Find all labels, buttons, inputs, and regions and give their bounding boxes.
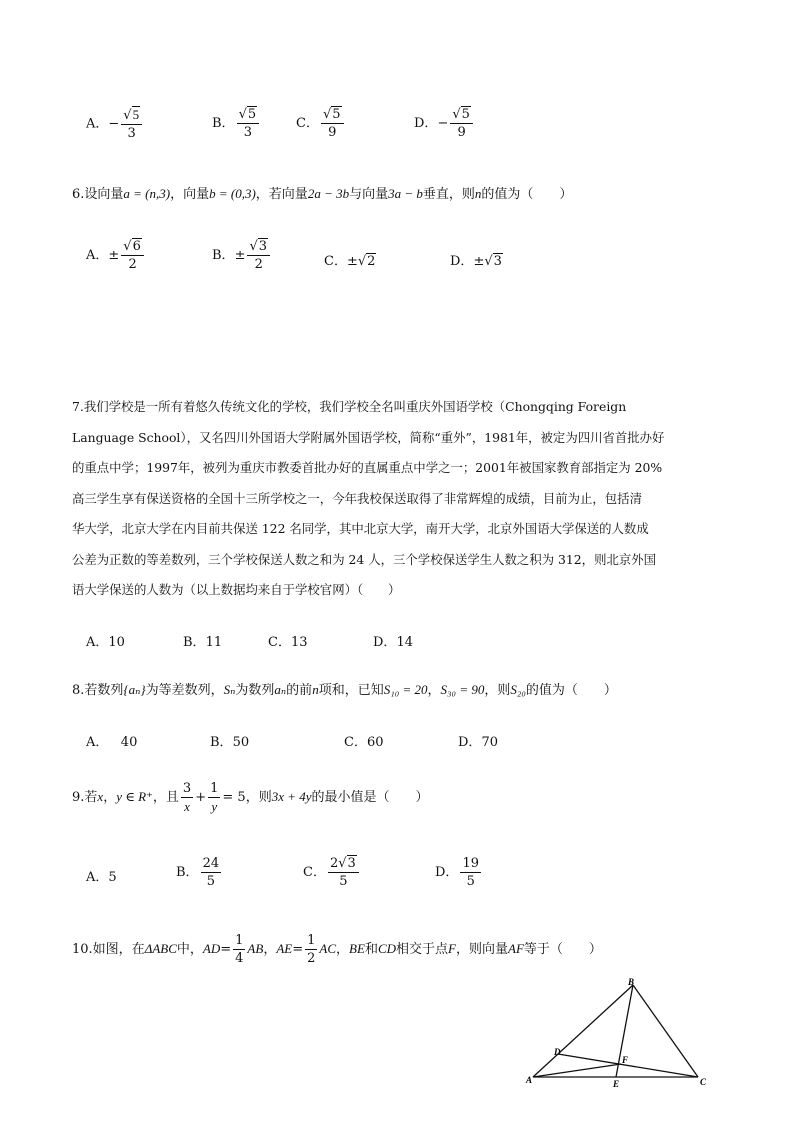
question-7 bbox=[72, 392, 732, 606]
q5-option-b: B． $\frac{√5}{3}$ bbox=[212, 106, 261, 141]
label-a: A bbox=[526, 1075, 533, 1085]
q9-option-d: D． $\frac{19}{5}$ bbox=[435, 856, 479, 889]
q8-option-d: D．70 bbox=[458, 735, 498, 750]
q5-option-c: C． $\frac{√5}{9}$ bbox=[296, 106, 346, 141]
q7-line: 公差为正数的等差数列，三个学校保送人数之和为 24 人，三个学校保送学生人数之积为 312，则北京外国 bbox=[72, 551, 657, 567]
q7-option-a: A．10 bbox=[86, 635, 125, 650]
label-f: F bbox=[622, 1055, 629, 1065]
segment-bc bbox=[633, 985, 698, 1077]
label-b: B bbox=[628, 977, 635, 987]
q6-option-c: C．±√2 bbox=[324, 254, 376, 269]
q7-line: 的重点中学；1997年，被列为重庆市教委首批办好的直属重点中学之一；2001年被国家教育部指定为 20% bbox=[72, 460, 663, 475]
q8-option-a: A． 40 bbox=[86, 735, 138, 750]
segment-af bbox=[533, 1064, 621, 1077]
q9-option-b: B． $\frac{24}{5}$ bbox=[176, 856, 220, 889]
question-9: 9.若x，y ∈ R⁺，且 $\frac{3}{x}$ + $\frac{1}{y}$ = 5，则3x + 4y的最小值是（ ） bbox=[72, 781, 429, 814]
q7-line: 华大学，北京大学在内目前共保送 122 名同学，其中北京大学，南开大学，北京外国语大学保送的人数成 bbox=[72, 521, 649, 536]
label-d: D bbox=[554, 1047, 561, 1057]
q7-option-c: C．13 bbox=[268, 635, 308, 650]
question-8: 8.若数列{aₙ}为等差数列，Sₙ为数列aₙ的前n项和，已知S₁₀ = 20，S₃₀ = 90，则S₂₀的值为（ ） bbox=[72, 682, 617, 698]
q8-options bbox=[86, 731, 526, 749]
q7-line: 7.我们学校是一所有着悠久传统文化的学校，我们学校全名叫重庆外国语学校（Chongqing Foreign bbox=[72, 399, 627, 414]
q7-line: 语大学保送的人数为（以上数据均来自于学校官网）（ ） bbox=[72, 582, 401, 597]
q8-option-c: C．60 bbox=[344, 735, 384, 750]
q5-option-a: A．− $\frac{√5}{3}$ bbox=[86, 106, 144, 142]
label-e: E bbox=[613, 1079, 620, 1089]
label-c: C bbox=[700, 1077, 707, 1087]
question-10: 10.如图，在ΔABC中，AD= $\frac{1}{4}$ AB，AE= $\frac{1}{2}$ AC，BE和CD相交于点F，则向量AF等于（ ） bbox=[72, 933, 602, 966]
triangle-figure bbox=[520, 975, 720, 1095]
q5-option-d: D．− $\frac{√5}{9}$ bbox=[414, 106, 475, 141]
q6-option-d: D．±√3 bbox=[450, 254, 502, 269]
q7-option-d: D．14 bbox=[373, 635, 413, 650]
q9-option-a: A．5 bbox=[86, 870, 117, 885]
q9-options bbox=[86, 855, 506, 895]
q6-option-b: B．± $\frac{√3}{2}$ bbox=[212, 238, 272, 273]
q7-option-b: B．11 bbox=[183, 635, 223, 650]
question-6: 6.设向量a = (n,3)，向量b = (0,3)，若向量2a − 3b与向量3a − b垂直，则n的值为（ ） bbox=[72, 186, 573, 202]
q8-option-b: B．50 bbox=[210, 735, 250, 750]
q7-line: Language School），又名四川外国语大学附属外国语学校，简称“重外”，1981年，被定为四川省首批办好 bbox=[72, 429, 665, 445]
q7-options bbox=[86, 631, 486, 649]
q7-line: 高三学生享有保送资格的全国十三所学校之一，今年我校保送取得了非常辉煌的成绩，目前为止，包括清 bbox=[72, 490, 642, 506]
q9-option-c: C． $\frac{2√3}{5}$ bbox=[303, 855, 361, 890]
q6-option-a: A．± $\frac{√6}{2}$ bbox=[86, 238, 146, 273]
